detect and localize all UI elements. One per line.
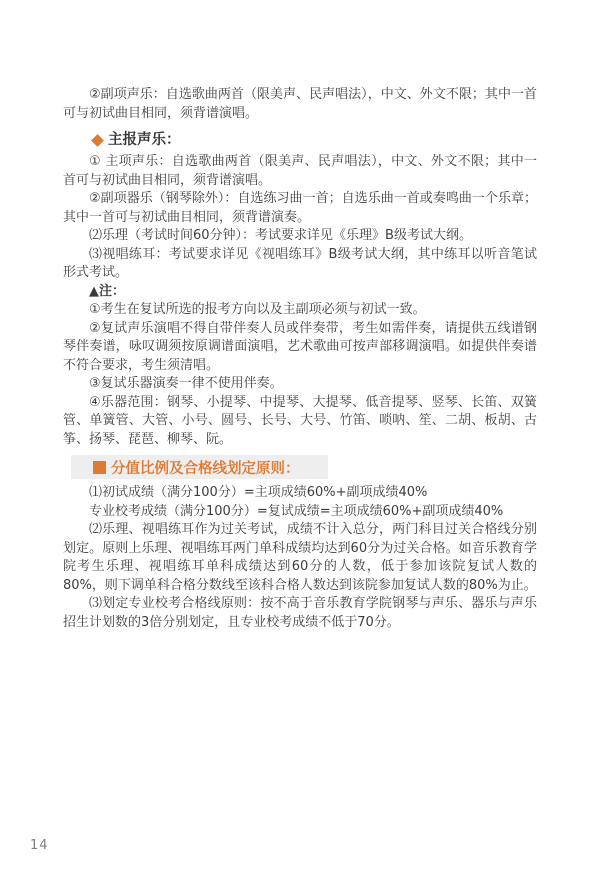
note-item: ③复试乐器演奏一律不使用伴奏。 [89,376,283,391]
score-paragraph: ⑶划定专业校考合格线原则：按不高于音乐教育学院钢琴与声乐、器乐与声乐招生计划数的3倍分别划定，且专业校考成绩不低于70分。 [63,596,537,630]
page-content [63,86,537,632]
page-number: 14 [30,838,49,853]
paragraph: ⑵乐理（考试时间60分钟）：考试要求详见《乐理》B级考试大纲。 [89,228,472,243]
section-header-row [63,449,537,484]
score-paragraph: 专业校考成绩（满分100分）=复试成绩=主项成绩60%+副项成绩40% [89,503,504,519]
note-item: ②复试声乐演唱不得自带伴奏人员或伴奏带，考生如需伴奏，请提供五线谱钢琴伴奏谱，咏叹调须按原调谱面演唱，艺术歌曲可按声部移调演唱。如提供伴奏谱不符合要求，考生须清唱。 [63,320,537,373]
diamond-bullet-icon [91,134,104,147]
score-paragraph: ⑴初试成绩（满分100分）=主项成绩60%+副项成绩40% [89,485,428,500]
section-title: 分值比例及合格线划定原则： [111,460,300,477]
note-item: ①考生在复试所选的报考方向以及主副项必须与初试一致。 [89,302,426,317]
paragraph: ① 主项声乐：自选歌曲两首（限美声、民声唱法），中文、外文不限；其中一首可与初试曲目相同，须背谱演唱。 [63,154,537,188]
paragraph: ⑶视唱练耳：考试要求详见《视唱练耳》B级考试大纲，其中练耳以听音笔试形式考试。 [63,246,537,280]
subsection-heading-vocal [63,130,537,150]
intro-paragraph: ②副项声乐：自选歌曲两首（限美声、民声唱法），中文、外文不限；其中一首可与初试曲目相同，须背谱演唱。 [63,87,537,121]
note-item: ④乐器范围：钢琴、小提琴、中提琴、大提琴、低音提琴、竖琴、长笛、双簧管、单簧管、大管、小号、圆号、长号、大号、竹笛、唢呐、笙、二胡、板胡、古筝、扬琴、琵琶、柳琴、阮。 [63,394,537,447]
square-bullet-icon [93,461,106,474]
score-paragraph: ⑵乐理、视唱练耳作为过关考试，成绩不计入总分，两门科目过关合格线分别划定。原则上乐理、视唱练耳两门单科成绩均达到60分为过关合格。如音乐教育学院考生乐理、视唱练耳单科成绩达到60分的人数，低于参加该院复试人数的80%，则下调单科合格分数线至该科合格人数达到该院参加复试人数的80%为止。 [63,522,537,593]
notes-label: ▲注： [89,283,125,299]
paragraph: ②副项器乐（钢琴除外）：自选练习曲一首；自选乐曲一首或奏鸣曲一个乐章；其中一首可与初试曲目相同，须背谱演奏。 [63,191,537,225]
subsection-title: 主报声乐： [108,132,181,148]
section-header-score-rules [71,455,328,479]
